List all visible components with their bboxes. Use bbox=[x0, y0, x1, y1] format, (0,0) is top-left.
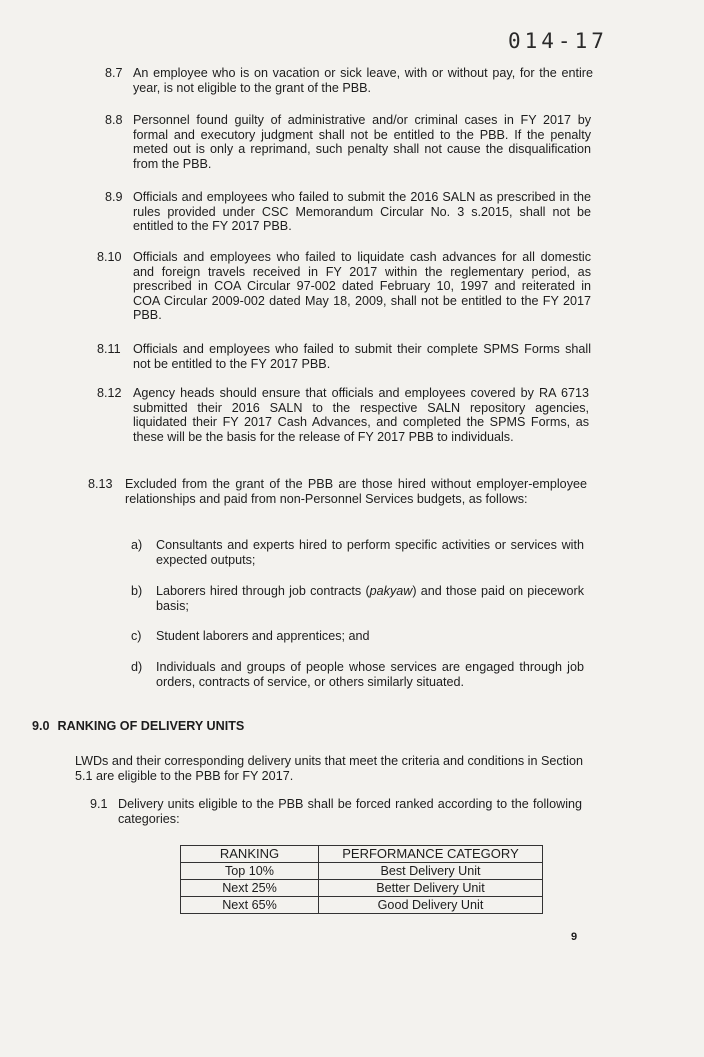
subitem-letter: b) bbox=[131, 584, 143, 598]
table-row bbox=[181, 863, 543, 880]
item-number: 8.9 bbox=[105, 190, 123, 204]
item-text: Excluded from the grant of the PBB are those hired without employer-employee relationships and paid from non-Personnel Services budgets, as follows: bbox=[125, 477, 587, 506]
item-text: Personnel found guilty of administrative and/or criminal cases in FY 2017 by formal and executory judgment shall not be entitled to the PBB. If the penalty meted out is only a reprimand, such penalty shall not cause the disqualification from the PBB. bbox=[133, 113, 591, 171]
item-number: 8.13 bbox=[88, 477, 113, 491]
table-cell: Better Delivery Unit bbox=[319, 880, 543, 897]
item-number: 8.10 bbox=[97, 250, 122, 264]
item-number: 8.7 bbox=[105, 66, 123, 80]
table-cell: Best Delivery Unit bbox=[319, 863, 543, 880]
section-number: 9.0 bbox=[32, 719, 50, 733]
subitem-text-italic: pakyaw bbox=[369, 584, 413, 598]
table-cell: Next 65% bbox=[181, 897, 319, 914]
table-header: RANKING bbox=[181, 846, 319, 863]
table-cell: Next 25% bbox=[181, 880, 319, 897]
subitem-text-part: ) and those paid on piecework basis; bbox=[156, 584, 584, 613]
subitem-text-part: Laborers hired through job contracts ( bbox=[156, 584, 370, 598]
item-text: Officials and employees who failed to submit the 2016 SALN as prescribed in the rules provided under CSC Memorandum Circular No. 3 s.2015, shall not be entitled to the FY 2017 PBB. bbox=[133, 190, 591, 234]
ranking-table bbox=[180, 845, 543, 914]
table-header-row bbox=[181, 846, 543, 863]
page-number: 9 bbox=[571, 931, 578, 943]
subitem-text: Individuals and groups of people whose services are engaged through job orders, contracts of service, or others similarly situated. bbox=[156, 660, 584, 689]
subitem-text bbox=[156, 584, 584, 613]
subitem-letter: d) bbox=[131, 660, 143, 674]
table-cell: Good Delivery Unit bbox=[319, 897, 543, 914]
subitem-text: Consultants and experts hired to perform specific activities or services with expected outputs; bbox=[156, 538, 584, 567]
subitem-letter: c) bbox=[131, 629, 142, 643]
item-text: Agency heads should ensure that officials and employees covered by RA 6713 submitted their 2016 SALN to the respective SALN repository agencies, liquidated their FY 2017 Cash Advances, and completed the SPMS Forms, as these will be the basis for the release of FY 2017 PBB to individuals. bbox=[133, 386, 589, 444]
table-row bbox=[181, 880, 543, 897]
section-paragraph: LWDs and their corresponding delivery units that meet the criteria and conditions in Section 5.1 are eligible to the PBB for FY 2017. bbox=[75, 754, 583, 783]
section-heading bbox=[32, 719, 244, 734]
table-cell: Top 10% bbox=[181, 863, 319, 880]
item-number: 8.8 bbox=[105, 113, 123, 127]
subitem-text: Student laborers and apprentices; and bbox=[156, 629, 370, 643]
table-row bbox=[181, 897, 543, 914]
table-header: PERFORMANCE CATEGORY bbox=[319, 846, 543, 863]
item-number: 8.12 bbox=[97, 386, 122, 400]
item-text: An employee who is on vacation or sick leave, with or without pay, for the entire year, is not eligible to the grant of the PBB. bbox=[133, 66, 593, 95]
section-title: RANKING OF DELIVERY UNITS bbox=[57, 719, 245, 733]
item-number: 9.1 bbox=[90, 797, 108, 811]
document-number: 014-17 bbox=[508, 29, 608, 53]
subitem-letter: a) bbox=[131, 538, 143, 552]
item-text: Delivery units eligible to the PBB shall be forced ranked according to the following categories: bbox=[118, 797, 582, 826]
item-text: Officials and employees who failed to liquidate cash advances for all domestic and foreign travels received in FY 2017 within the reglementary period, as prescribed in COA Circular 97-002 dated February 10, 1997 and reiterated in COA Circular 2009-002 dated May 18, 2009, shall not be entitled to the FY 2017 PBB. bbox=[133, 250, 591, 323]
item-number: 8.11 bbox=[97, 342, 121, 356]
item-text: Officials and employees who failed to submit their complete SPMS Forms shall not be entitled to the FY 2017 PBB. bbox=[133, 342, 591, 371]
